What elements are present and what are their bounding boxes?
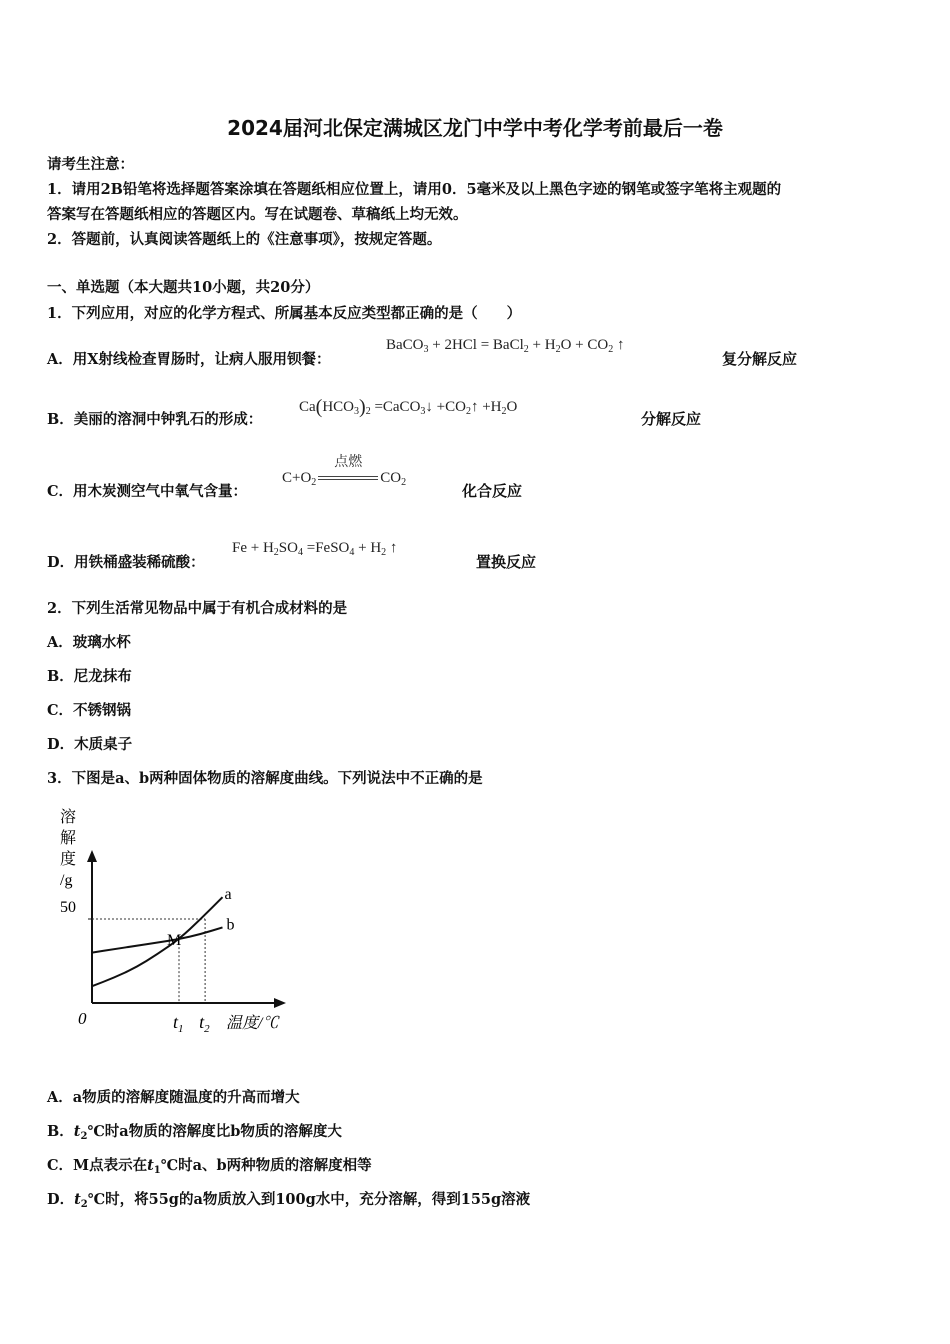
solubility-curve-chart <box>50 800 310 1045</box>
origin-label: 0 <box>78 1009 87 1028</box>
series-b-curve <box>92 927 223 952</box>
q1-option-a-reaction-type: 复分解反应 <box>722 350 798 368</box>
question-3-stem: 3．下图是a、b两种固体物质的溶解度曲线。下列说法中不正确的是 <box>47 770 483 787</box>
y-tick-label: 50 <box>60 899 76 916</box>
question-1-stem: 1．下列应用，对应的化学方程式、所属基本反应类型都正确的是（ ） <box>47 305 522 322</box>
y-axis-arrow <box>87 850 97 862</box>
y-axis-label-char: 溶 <box>60 809 77 826</box>
q1-option-d-equation: $Fe + H_2SO_4$ =FeSO$_4$ + $H_2$ ↑ <box>232 540 398 558</box>
q2-option-d: D．木质桌子 <box>47 736 133 753</box>
q3-option-c: C．M点表示在$t_1℃$时a、b两种物质的溶解度相等 <box>47 1157 372 1176</box>
y-axis-label-char: 度 <box>60 851 77 868</box>
question-2-stem: 2．下列生活常见物品中属于有机合成材料的是 <box>47 600 348 617</box>
q2-option-a: A．玻璃水杯 <box>47 634 131 651</box>
x-tick-t1-label: $t_1$ <box>173 1012 184 1035</box>
q3-option-d: D．$t_2℃$时，将55g的a物质放入到100g水中，充分溶解，得到155g溶液 <box>47 1191 531 1210</box>
q1-option-c-text: C．用木炭测空气中氧气含量： <box>47 483 248 500</box>
q2-option-c: C．不锈钢锅 <box>47 702 132 719</box>
q1-option-a-equation: BaCO$_3$ + 2HCl = BaCl$_2$ + $H_2O + CO_2$ ↑ <box>386 337 625 355</box>
q1-option-d-text: D．用铁桶盛装稀硫酸： <box>47 554 205 571</box>
series-b-label: b <box>226 916 235 934</box>
q1-option-c-equation: $C+O_2$ 点燃 $CO_2$ <box>282 470 406 488</box>
reaction-condition-arrow <box>316 454 380 487</box>
x-axis-arrow <box>274 998 286 1008</box>
x-axis-label: 温度/℃ <box>226 1015 279 1032</box>
notice-item-1: 1．请用2B铅笔将选择题答案涂填在答题纸相应位置上，请用0．5毫米及以上黑色字迹的钢笔或签字笔将主观题的 <box>47 181 782 198</box>
q1-option-d-reaction-type: 置换反应 <box>476 553 537 571</box>
series-a-label: a <box>224 886 232 904</box>
notice-item-1-cont: 答案写在答题纸相应的答题区内。写在试题卷、草稿纸上均无效。 <box>47 206 468 223</box>
point-m-label: M <box>167 932 182 950</box>
x-tick-t2-label: $t_2$ <box>199 1012 210 1035</box>
notice-heading: 请考生注意： <box>47 156 134 173</box>
y-axis-label-char: 解 <box>60 830 77 847</box>
q2-option-b: B．尼龙抹布 <box>47 668 132 685</box>
q3-option-a: A．a物质的溶解度随温度的升高而增大 <box>47 1089 300 1106</box>
q1-option-b-reaction-type: 分解反应 <box>641 410 702 428</box>
q1-option-b-text: B．美丽的溶洞中钟乳石的形成： <box>47 411 263 428</box>
q1-option-a-text: A．用X射线检查胃肠时，让病人服用钡餐： <box>47 351 331 368</box>
notice-item-2: 2．答题前，认真阅读答题纸上的《注意事项》，按规定答题。 <box>47 231 442 248</box>
reaction-condition-label: 点燃 <box>334 454 363 470</box>
q3-option-b: B．$t_2℃$时a物质的溶解度比b物质的溶解度大 <box>47 1123 342 1142</box>
q1-option-b-equation: $Ca(HCO_3)_2$ =CaCO$_3$↓ $+CO_2↑ +H_2O$ <box>299 396 518 418</box>
section-heading: 一、单选题（本大题共10小题，共20分） <box>47 279 320 296</box>
page-title: 2024届河北保定满城区龙门中学中考化学考前最后一卷 <box>227 116 723 140</box>
q1-option-c-reaction-type: 化合反应 <box>462 482 523 500</box>
y-axis-label-char: /g <box>60 872 73 889</box>
